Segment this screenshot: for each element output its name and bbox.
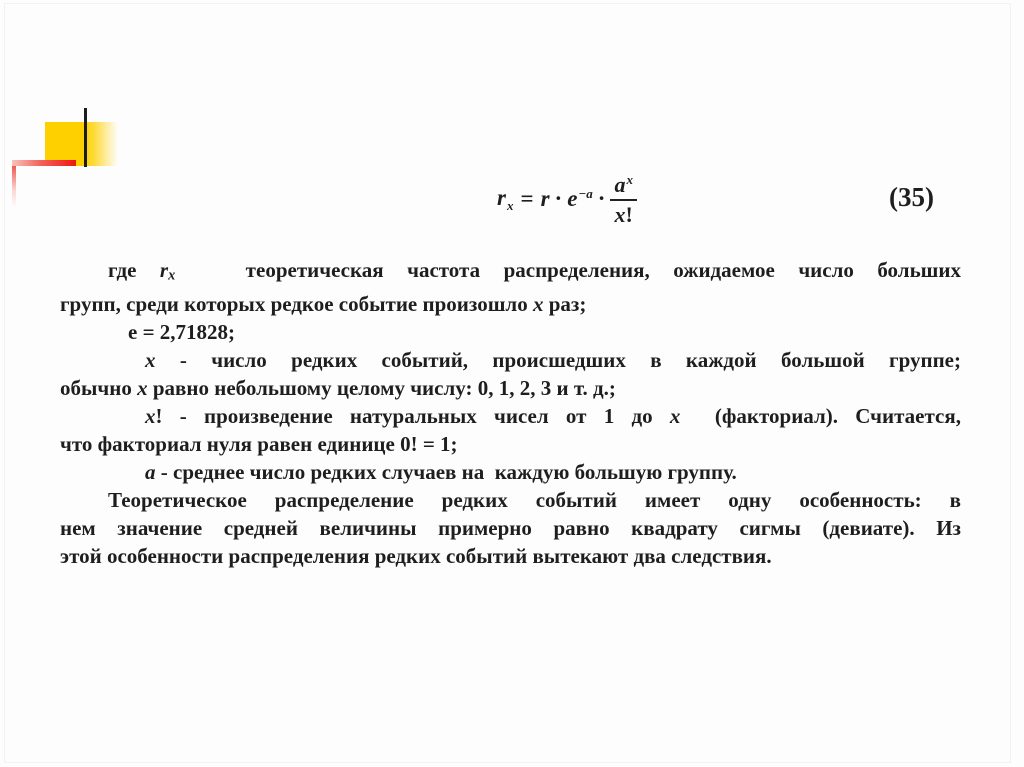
formula-fraction: [610, 173, 637, 226]
multiply-dot: ·: [597, 186, 606, 211]
formula-lhs: $r_x$: [497, 184, 514, 213]
text-line: Теоретическое распределение редких событий имеет одну особенность: в: [108, 487, 961, 512]
text-line: где rx теоретическая частота распределения, ожидаемое число больших: [108, 258, 961, 284]
text-line: x - число редких событий, происшедших в каждой большой группе;: [145, 347, 961, 372]
text-line: обычно x равно небольшому целому числу: 0, 1, 2, 3 и т. д.;: [60, 375, 616, 400]
decoration-black-line: [84, 108, 87, 167]
fraction-denominator: x!: [614, 201, 633, 227]
fraction-numerator: $a^x$: [614, 171, 633, 197]
decoration-red-bar: [12, 160, 76, 166]
multiply-dot: ·: [554, 186, 563, 211]
text-line: что факториал нуля равен единице 0! = 1;: [60, 431, 458, 456]
text-line: e = 2,71828;: [128, 319, 236, 344]
text-line: x! - произведение натуральных чисел от 1 до x (факториал). Считается,: [145, 403, 961, 428]
equation-number: (35): [889, 182, 934, 212]
body-text: [60, 256, 961, 570]
poisson-formula: [497, 170, 637, 228]
text-line: a - среднее число редких случаев на каждую большую группу.: [145, 459, 737, 484]
formula-factor-r: r: [540, 186, 550, 211]
equals-sign: =: [520, 186, 534, 211]
text-line: этой особенности распределения редких событий вытекают два следствия.: [60, 543, 772, 568]
text-line: групп, среди которых редкое событие произошло x раз;: [60, 291, 587, 316]
text-line: нем значение средней величины примерно равно квадрату сигмы (девиате). Из: [60, 515, 961, 540]
formula-factor-e: $e^{-a}$: [567, 186, 593, 211]
decoration-pink-line: [12, 166, 16, 208]
